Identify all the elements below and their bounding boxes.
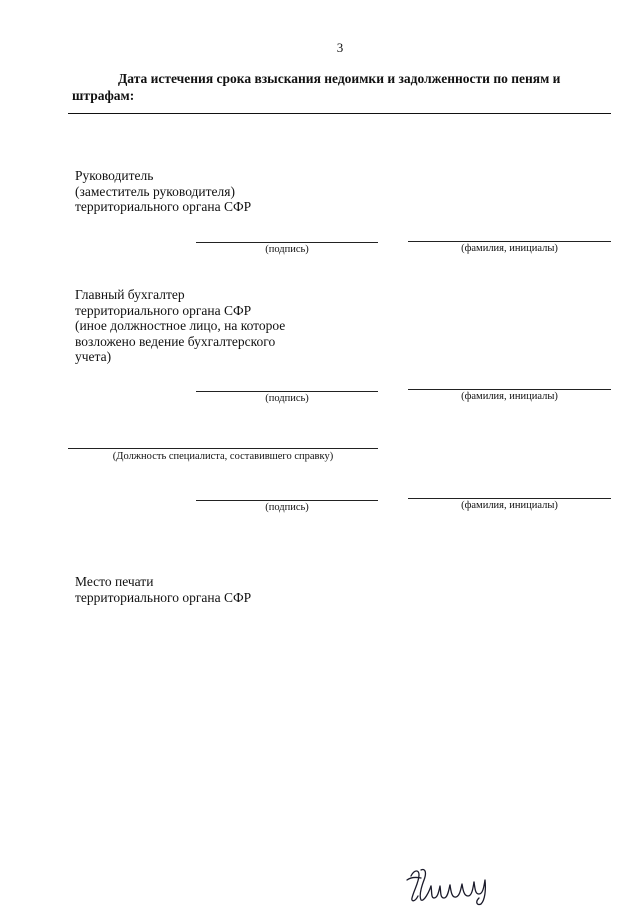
accountant-position-line-4: возложено ведение бухгалтерского bbox=[75, 333, 276, 349]
head-position-line-3: территориального органа СФР bbox=[75, 199, 252, 214]
accountant-position-block bbox=[75, 287, 285, 365]
expiry-date-line bbox=[68, 113, 611, 114]
specialist-name-caption: (фамилия, инициалы) bbox=[461, 500, 558, 511]
specialist-name-line bbox=[408, 498, 611, 499]
accountant-position-line-3: (иное должностное лицо, на которое bbox=[75, 318, 286, 333]
head-name-caption: (фамилия, инициалы) bbox=[461, 243, 558, 254]
accountant-signature-line bbox=[196, 391, 378, 392]
specialist-position-line bbox=[68, 448, 378, 449]
head-signature-line bbox=[196, 242, 378, 243]
page-number: 3 bbox=[336, 40, 344, 55]
specialist-signature-line bbox=[196, 500, 378, 501]
accountant-name-line bbox=[408, 389, 611, 390]
head-signature-caption: (подпись) bbox=[265, 244, 309, 255]
expiry-date-title: Дата истечения срока взыскания недоимки и задолженности по пеням и штрафам: bbox=[72, 71, 561, 103]
head-name-line bbox=[408, 241, 611, 242]
head-position-line-2: (заместитель руководителя) bbox=[75, 183, 235, 199]
head-position-line-1: Руководитель bbox=[75, 168, 154, 183]
stamp-place-line-1: Место печати bbox=[75, 574, 154, 589]
specialist-signature-caption: (подпись) bbox=[265, 502, 309, 513]
accountant-position-line-2: территориального органа СФР bbox=[75, 302, 252, 318]
accountant-name-caption: (фамилия, инициалы) bbox=[461, 391, 558, 402]
stamp-place-block bbox=[75, 574, 251, 605]
accountant-position-line-5: учета) bbox=[75, 349, 112, 364]
head-position-block bbox=[75, 168, 251, 215]
specialist-position-caption: (Должность специалиста, составившего справку) bbox=[112, 451, 334, 462]
stamp-place-line-2: территориального органа СФР bbox=[75, 589, 252, 605]
handwritten-signature bbox=[405, 862, 497, 906]
accountant-position-line-1: Главный бухгалтер bbox=[75, 287, 185, 302]
accountant-signature-caption: (подпись) bbox=[265, 393, 309, 404]
